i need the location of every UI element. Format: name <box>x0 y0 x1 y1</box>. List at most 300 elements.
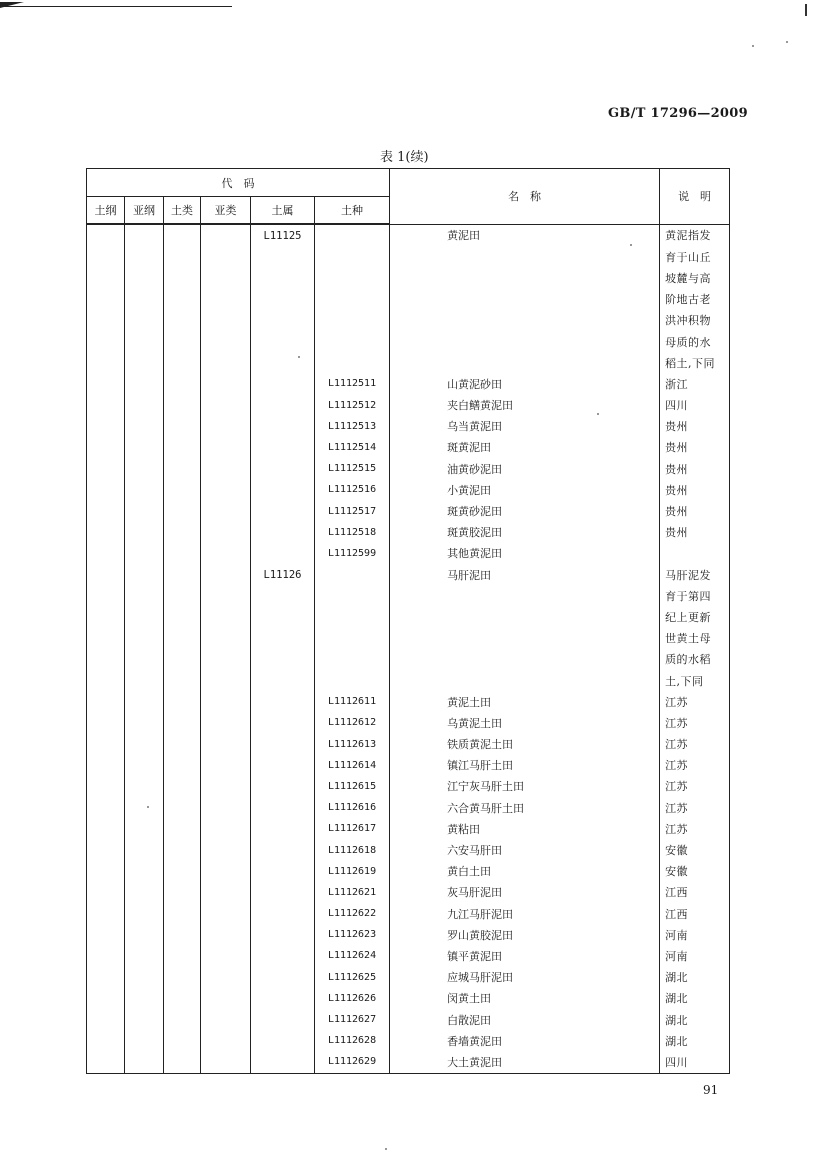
species-code-cell <box>315 267 390 288</box>
empty-cell <box>201 734 251 755</box>
empty-cell <box>125 246 164 267</box>
empty-cell <box>87 267 125 288</box>
empty-cell <box>201 395 251 416</box>
empty-cell <box>125 1009 164 1030</box>
empty-cell <box>125 818 164 839</box>
empty-cell <box>87 352 125 373</box>
table-row <box>87 882 730 903</box>
table-row <box>87 818 730 839</box>
code-column-header: 亚类 <box>201 197 251 225</box>
table-row <box>87 585 730 606</box>
species-code-cell: L1112599 <box>315 543 390 564</box>
table-row <box>87 395 730 416</box>
note-cell: 江苏 <box>660 818 730 839</box>
genus-code-cell <box>251 331 315 352</box>
empty-cell <box>87 1051 125 1073</box>
genus-code-cell <box>251 945 315 966</box>
empty-cell <box>164 564 201 585</box>
table-row <box>87 755 730 776</box>
empty-cell <box>87 310 125 331</box>
empty-cell <box>87 479 125 500</box>
empty-cell <box>164 585 201 606</box>
empty-cell <box>201 458 251 479</box>
empty-cell <box>164 289 201 310</box>
species-code-cell: L1112618 <box>315 839 390 860</box>
soil-name-cell: 黄泥土田 <box>390 691 660 712</box>
species-code-cell: L1112614 <box>315 755 390 776</box>
species-code-cell: L1112625 <box>315 967 390 988</box>
empty-cell <box>201 267 251 288</box>
note-cell: 洪冲积物 <box>660 310 730 331</box>
species-code-cell: L1112622 <box>315 903 390 924</box>
empty-cell <box>201 352 251 373</box>
table-row <box>87 543 730 564</box>
empty-cell <box>87 628 125 649</box>
empty-cell <box>164 437 201 458</box>
empty-cell <box>125 352 164 373</box>
species-code-cell: L1112516 <box>315 479 390 500</box>
note-cell: 江苏 <box>660 734 730 755</box>
genus-code-cell <box>251 479 315 500</box>
species-code-cell <box>315 352 390 373</box>
genus-code-cell <box>251 246 315 267</box>
empty-cell <box>201 373 251 394</box>
empty-cell <box>87 797 125 818</box>
table-row <box>87 1009 730 1030</box>
species-code-cell <box>315 628 390 649</box>
table-row <box>87 352 730 373</box>
empty-cell <box>164 479 201 500</box>
empty-cell <box>87 988 125 1009</box>
note-cell: 安徽 <box>660 839 730 860</box>
empty-cell <box>87 543 125 564</box>
empty-cell <box>164 416 201 437</box>
empty-cell <box>125 967 164 988</box>
empty-cell <box>87 331 125 352</box>
empty-cell <box>125 1030 164 1051</box>
species-code-cell: L1112615 <box>315 776 390 797</box>
genus-code-cell <box>251 649 315 670</box>
empty-cell <box>201 585 251 606</box>
empty-cell <box>125 585 164 606</box>
soil-name-cell <box>390 606 660 627</box>
empty-cell <box>87 924 125 945</box>
note-cell: 江西 <box>660 882 730 903</box>
empty-cell <box>164 882 201 903</box>
table-row <box>87 458 730 479</box>
table-row <box>87 267 730 288</box>
edge-mark <box>805 4 807 16</box>
empty-cell <box>125 755 164 776</box>
empty-cell <box>164 797 201 818</box>
table-row <box>87 246 730 267</box>
genus-code-cell <box>251 267 315 288</box>
empty-cell <box>164 267 201 288</box>
species-code-cell: L1112629 <box>315 1051 390 1073</box>
genus-code-cell <box>251 776 315 797</box>
species-code-cell: L1112627 <box>315 1009 390 1030</box>
note-cell: 纪上更新 <box>660 606 730 627</box>
table-row <box>87 331 730 352</box>
soil-name-cell: 六安马肝田 <box>390 839 660 860</box>
empty-cell <box>125 267 164 288</box>
note-cell: 马肝泥发 <box>660 564 730 585</box>
empty-cell <box>164 945 201 966</box>
table-row <box>87 797 730 818</box>
empty-cell <box>164 988 201 1009</box>
empty-cell <box>201 564 251 585</box>
species-code-cell: L1112613 <box>315 734 390 755</box>
empty-cell <box>164 522 201 543</box>
empty-cell <box>201 839 251 860</box>
note-cell: 四川 <box>660 1051 730 1073</box>
empty-cell <box>164 967 201 988</box>
table-row <box>87 310 730 331</box>
note-cell: 贵州 <box>660 500 730 521</box>
soil-name-cell: 铁质黄泥土田 <box>390 734 660 755</box>
empty-cell <box>125 458 164 479</box>
note-cell: 湖北 <box>660 1009 730 1030</box>
empty-cell <box>201 712 251 733</box>
genus-code-cell <box>251 903 315 924</box>
empty-cell <box>164 331 201 352</box>
soil-name-cell <box>390 585 660 606</box>
empty-cell <box>164 734 201 755</box>
species-code-cell: L1112612 <box>315 712 390 733</box>
empty-cell <box>125 522 164 543</box>
note-cell: 湖北 <box>660 1030 730 1051</box>
note-cell: 江苏 <box>660 797 730 818</box>
species-code-cell <box>315 224 390 246</box>
empty-cell <box>87 289 125 310</box>
genus-code-cell <box>251 967 315 988</box>
note-cell: 江西 <box>660 903 730 924</box>
genus-code-cell <box>251 1009 315 1030</box>
soil-name-cell <box>390 246 660 267</box>
empty-cell <box>125 331 164 352</box>
note-cell: 贵州 <box>660 437 730 458</box>
soil-name-cell: 斑黄砂泥田 <box>390 500 660 521</box>
genus-code-cell <box>251 924 315 945</box>
empty-cell <box>125 712 164 733</box>
table-row <box>87 437 730 458</box>
empty-cell <box>201 967 251 988</box>
soil-name-cell: 小黄泥田 <box>390 479 660 500</box>
empty-cell <box>201 1030 251 1051</box>
empty-cell <box>125 776 164 797</box>
empty-cell <box>164 606 201 627</box>
empty-cell <box>201 1009 251 1030</box>
empty-cell <box>125 395 164 416</box>
table-row <box>87 839 730 860</box>
empty-cell <box>125 479 164 500</box>
table-row <box>87 564 730 585</box>
genus-code-cell <box>251 585 315 606</box>
genus-code-cell <box>251 628 315 649</box>
genus-code-cell <box>251 416 315 437</box>
scan-speck <box>597 413 599 415</box>
empty-cell <box>125 734 164 755</box>
genus-code-cell <box>251 712 315 733</box>
species-code-cell: L1112512 <box>315 395 390 416</box>
empty-cell <box>87 712 125 733</box>
empty-cell <box>125 500 164 521</box>
empty-cell <box>125 924 164 945</box>
empty-cell <box>87 649 125 670</box>
table-row <box>87 945 730 966</box>
empty-cell <box>201 331 251 352</box>
empty-cell <box>164 691 201 712</box>
table-row <box>87 712 730 733</box>
empty-cell <box>164 1030 201 1051</box>
soil-name-cell: 斑黄胶泥田 <box>390 522 660 543</box>
empty-cell <box>201 988 251 1009</box>
genus-code-cell <box>251 670 315 691</box>
code-column-header: 土类 <box>164 197 201 225</box>
soil-name-cell: 乌黄泥土田 <box>390 712 660 733</box>
empty-cell <box>164 395 201 416</box>
empty-cell <box>201 670 251 691</box>
empty-cell <box>125 289 164 310</box>
table-row <box>87 479 730 500</box>
empty-cell <box>164 310 201 331</box>
table-row <box>87 1030 730 1051</box>
empty-cell <box>201 818 251 839</box>
empty-cell <box>164 373 201 394</box>
empty-cell <box>87 416 125 437</box>
species-code-cell: L1112511 <box>315 373 390 394</box>
genus-code-cell: L11125 <box>251 224 315 246</box>
empty-cell <box>87 861 125 882</box>
empty-cell <box>164 670 201 691</box>
soil-name-cell: 斑黄泥田 <box>390 437 660 458</box>
genus-code-cell <box>251 882 315 903</box>
empty-cell <box>125 797 164 818</box>
soil-name-cell: 香墙黄泥田 <box>390 1030 660 1051</box>
empty-cell <box>87 1030 125 1051</box>
note-cell: 贵州 <box>660 458 730 479</box>
empty-cell <box>87 564 125 585</box>
empty-cell <box>125 373 164 394</box>
empty-cell <box>164 543 201 564</box>
empty-cell <box>164 649 201 670</box>
note-cell: 湖北 <box>660 988 730 1009</box>
soil-name-cell <box>390 649 660 670</box>
species-code-cell: L1112518 <box>315 522 390 543</box>
name-column-header: 名 称 <box>390 169 660 225</box>
note-cell: 贵州 <box>660 416 730 437</box>
empty-cell <box>201 500 251 521</box>
empty-cell <box>164 458 201 479</box>
soil-name-cell <box>390 352 660 373</box>
genus-code-cell <box>251 437 315 458</box>
empty-cell <box>87 818 125 839</box>
species-code-cell <box>315 670 390 691</box>
species-code-cell: L1112628 <box>315 1030 390 1051</box>
empty-cell <box>125 1051 164 1073</box>
table-row <box>87 628 730 649</box>
note-cell: 河南 <box>660 945 730 966</box>
page-number: 91 <box>703 1083 719 1097</box>
empty-cell <box>201 416 251 437</box>
empty-cell <box>87 246 125 267</box>
species-code-cell <box>315 606 390 627</box>
genus-code-cell <box>251 352 315 373</box>
note-cell: 江苏 <box>660 755 730 776</box>
empty-cell <box>164 352 201 373</box>
note-cell: 浙江 <box>660 373 730 394</box>
scan-speck <box>630 244 632 246</box>
empty-cell <box>201 691 251 712</box>
header-decoration <box>0 2 24 8</box>
table-row <box>87 988 730 1009</box>
empty-cell <box>87 224 125 246</box>
soil-name-cell: 闵黄土田 <box>390 988 660 1009</box>
table-row <box>87 734 730 755</box>
note-cell: 质的水稻 <box>660 649 730 670</box>
empty-cell <box>125 691 164 712</box>
species-code-cell: L1112617 <box>315 818 390 839</box>
table-row <box>87 924 730 945</box>
genus-code-cell <box>251 1030 315 1051</box>
genus-code-cell <box>251 310 315 331</box>
note-cell: 育于山丘 <box>660 246 730 267</box>
table-row <box>87 776 730 797</box>
empty-cell <box>164 818 201 839</box>
empty-cell <box>125 564 164 585</box>
empty-cell <box>125 437 164 458</box>
empty-cell <box>201 606 251 627</box>
empty-cell <box>201 289 251 310</box>
note-cell: 贵州 <box>660 479 730 500</box>
empty-cell <box>201 776 251 797</box>
empty-cell <box>164 903 201 924</box>
genus-code-cell <box>251 373 315 394</box>
empty-cell <box>125 861 164 882</box>
soil-name-cell <box>390 289 660 310</box>
note-cell: 江苏 <box>660 776 730 797</box>
empty-cell <box>201 945 251 966</box>
table-row <box>87 289 730 310</box>
note-cell: 稻土,下同 <box>660 352 730 373</box>
empty-cell <box>164 1009 201 1030</box>
empty-cell <box>125 882 164 903</box>
scan-speck <box>298 356 300 358</box>
note-cell: 阶地古老 <box>660 289 730 310</box>
species-code-cell: L1112624 <box>315 945 390 966</box>
species-code-cell <box>315 289 390 310</box>
note-cell: 安徽 <box>660 861 730 882</box>
empty-cell <box>87 882 125 903</box>
genus-code-cell <box>251 500 315 521</box>
empty-cell <box>125 670 164 691</box>
table-row <box>87 500 730 521</box>
empty-cell <box>125 649 164 670</box>
genus-code-cell <box>251 797 315 818</box>
soil-name-cell: 马肝泥田 <box>390 564 660 585</box>
empty-cell <box>87 606 125 627</box>
table-row <box>87 1051 730 1073</box>
genus-code-cell <box>251 755 315 776</box>
table-row <box>87 967 730 988</box>
note-cell: 母质的水 <box>660 331 730 352</box>
note-cell: 湖北 <box>660 967 730 988</box>
empty-cell <box>164 755 201 776</box>
soil-name-cell: 黄泥田 <box>390 224 660 246</box>
note-cell: 世黄土母 <box>660 628 730 649</box>
table-row <box>87 606 730 627</box>
note-cell: 贵州 <box>660 522 730 543</box>
genus-code-cell <box>251 734 315 755</box>
empty-cell <box>125 988 164 1009</box>
code-column-header: 土属 <box>251 197 315 225</box>
empty-cell <box>164 628 201 649</box>
species-code-cell: L1112619 <box>315 861 390 882</box>
species-code-cell: L1112515 <box>315 458 390 479</box>
empty-cell <box>125 839 164 860</box>
genus-code-cell: L11126 <box>251 564 315 585</box>
note-cell: 河南 <box>660 924 730 945</box>
empty-cell <box>201 543 251 564</box>
soil-name-cell: 油黄砂泥田 <box>390 458 660 479</box>
soil-name-cell: 乌当黄泥田 <box>390 416 660 437</box>
table-row <box>87 691 730 712</box>
empty-cell <box>201 479 251 500</box>
soil-name-cell: 白散泥田 <box>390 1009 660 1030</box>
soil-name-cell: 江宁灰马肝土田 <box>390 776 660 797</box>
empty-cell <box>164 500 201 521</box>
note-cell: 四川 <box>660 395 730 416</box>
empty-cell <box>87 522 125 543</box>
species-code-cell <box>315 564 390 585</box>
empty-cell <box>201 882 251 903</box>
empty-cell <box>164 246 201 267</box>
genus-code-cell <box>251 543 315 564</box>
empty-cell <box>125 543 164 564</box>
species-code-cell <box>315 331 390 352</box>
scan-speck <box>385 1148 387 1150</box>
soil-name-cell: 大土黄泥田 <box>390 1051 660 1073</box>
species-code-cell: L1112616 <box>315 797 390 818</box>
empty-cell <box>125 945 164 966</box>
empty-cell <box>164 861 201 882</box>
empty-cell <box>201 437 251 458</box>
note-cell <box>660 543 730 564</box>
empty-cell <box>87 585 125 606</box>
note-cell: 育于第四 <box>660 585 730 606</box>
empty-cell <box>125 224 164 246</box>
soil-name-cell <box>390 670 660 691</box>
empty-cell <box>201 755 251 776</box>
table-row <box>87 861 730 882</box>
empty-cell <box>87 776 125 797</box>
soil-name-cell <box>390 628 660 649</box>
code-column-header: 土种 <box>315 197 390 225</box>
species-code-cell: L1112621 <box>315 882 390 903</box>
empty-cell <box>87 373 125 394</box>
note-cell: 土,下同 <box>660 670 730 691</box>
empty-cell <box>125 416 164 437</box>
empty-cell <box>164 712 201 733</box>
table-caption: 表 1(续) <box>380 150 429 165</box>
empty-cell <box>87 500 125 521</box>
species-code-cell: L1112513 <box>315 416 390 437</box>
empty-cell <box>201 797 251 818</box>
scan-speck <box>786 41 788 43</box>
soil-name-cell: 黄白土田 <box>390 861 660 882</box>
table-row <box>87 903 730 924</box>
empty-cell <box>164 1051 201 1073</box>
